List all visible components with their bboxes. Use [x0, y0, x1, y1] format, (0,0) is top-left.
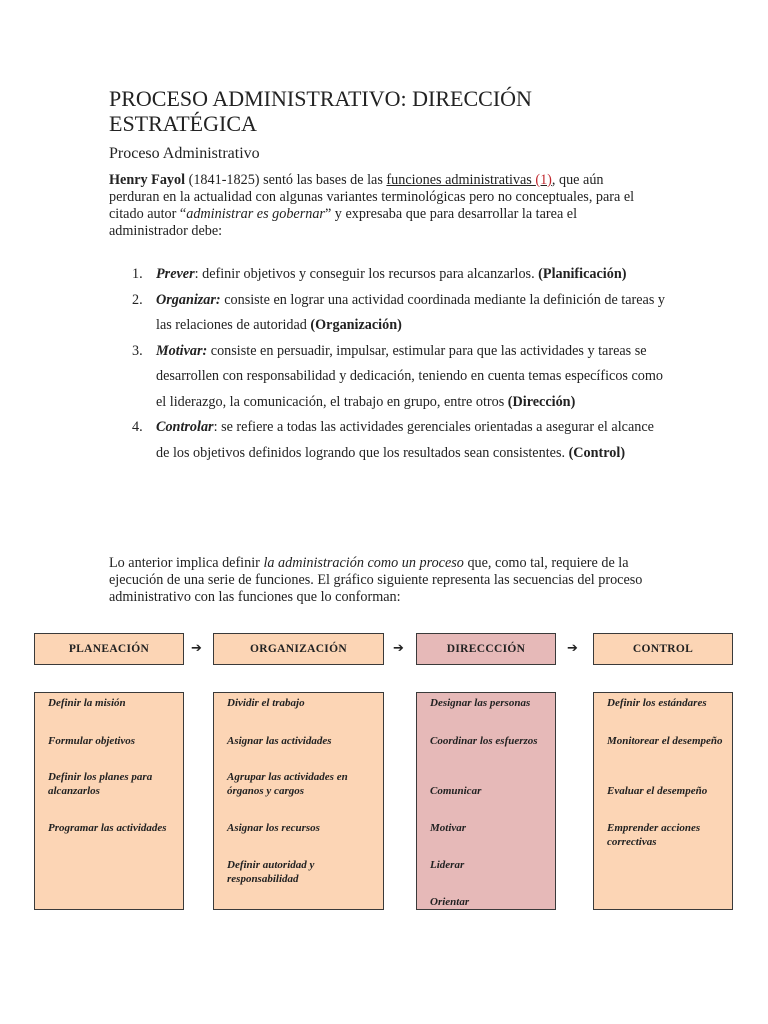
stage-item: Comunicar	[430, 785, 482, 797]
list-item-label: (Planificación)	[538, 266, 627, 282]
stage-column-organizacion	[213, 692, 384, 910]
list-item-separator: :	[213, 419, 222, 435]
process-emphasis: la administración como un proceso	[263, 555, 464, 571]
stage-item: Coordinar los esfuerzos	[430, 735, 538, 747]
list-item	[109, 288, 669, 339]
stage-header-planeacion: PLANEACIÓN	[34, 633, 184, 665]
stage-item: Designar las personas	[430, 697, 531, 709]
functions-link-text[interactable]: funciones administrativas	[386, 172, 536, 188]
stage-item: Liderar	[430, 859, 465, 871]
functions-list	[109, 262, 669, 466]
list-item-separator: :	[194, 266, 203, 282]
list-item-term: Prever	[156, 266, 195, 282]
list-item-label: (Control)	[568, 444, 626, 461]
stage-header-organizacion: ORGANIZACIÓN	[213, 633, 384, 665]
stage-item: Orientar	[430, 896, 470, 908]
list-item-number: 2.	[132, 291, 143, 308]
list-item-term: Organizar:	[156, 291, 221, 308]
stage-item: Definir la misión	[48, 697, 126, 709]
list-item-description: consiste en lograr una actividad coordinada mediante la definición de tareas y las relaciones de autoridad	[156, 291, 666, 333]
arrow-right-icon: ➔	[393, 641, 404, 656]
stage-column-direccion	[416, 692, 556, 910]
process-text: Lo anterior implica definir	[109, 555, 264, 571]
intro-text: , que aún perduran en la actualidad con algunas variantes terminológicas pero no conceptuales, para el citado autor “	[109, 172, 635, 222]
list-item-term: Controlar	[156, 419, 214, 435]
stage-item: Definir los planes para alcanzarlos	[48, 771, 153, 797]
stage-item: Programar las actividades	[48, 822, 167, 834]
stage-item: Motivar	[430, 822, 467, 834]
stage-item: Formular objetivos	[48, 735, 136, 747]
list-item-label: (Organización)	[310, 317, 402, 333]
stage-header-control: CONTROL	[593, 633, 733, 665]
list-item	[109, 262, 669, 288]
stage-item: Definir los estándares	[607, 697, 707, 709]
list-item-number: 4.	[132, 419, 143, 435]
intro-paragraph	[109, 172, 654, 240]
arrow-right-icon: ➔	[567, 641, 578, 656]
author-name: Henry Fayol	[109, 172, 186, 188]
stage-item: Monitorear el desempeño	[607, 735, 723, 747]
list-item-number: 3.	[132, 342, 143, 359]
list-item-label: (Dirección)	[507, 393, 576, 410]
stage-column-planeacion	[34, 692, 184, 910]
list-item	[109, 415, 669, 466]
page-title: PROCESO ADMINISTRATIVO: DIRECCIÓN ESTRATÉGICA	[109, 86, 532, 136]
process-paragraph	[109, 555, 657, 606]
process-text-end: que, como tal, requiere de la ejecución de una serie de funciones. El gráfico siguiente representa las secuencias del proceso administrativo con las funciones que lo conforman:	[109, 555, 643, 605]
list-item-number: 1.	[132, 266, 143, 282]
stage-item: Emprender acciones correctivas	[607, 822, 701, 848]
arrow-right-icon: ➔	[191, 641, 202, 656]
list-item-description: definir objetivos y conseguir los recursos para alcanzarlos.	[202, 266, 539, 282]
section-subtitle: Proceso Administrativo	[109, 145, 260, 162]
stage-item: Evaluar el desempeño	[607, 785, 708, 797]
intro-years-text: (1841-1825) sentó las bases de las	[185, 172, 387, 188]
stage-item: Definir autoridad y responsabilidad	[227, 859, 315, 885]
functions-link[interactable]	[386, 172, 551, 188]
stage-column-control	[593, 692, 733, 910]
reference-link[interactable]: (1)	[535, 172, 552, 188]
list-item-description: se refiere a todas las actividades gerenciales orientadas a asegurar el alcance de los objetivos definidos logrando que los resultados sean consistentes.	[156, 419, 654, 461]
stage-item: Agrupar las actividades en órganos y cargos	[227, 771, 348, 797]
stage-item: Asignar los recursos	[227, 822, 320, 834]
stage-header-direccion: DIRECCCIÓN	[416, 633, 556, 665]
list-item	[109, 339, 669, 416]
intro-text-end: ” y expresaba que para desarrollar la tarea el administrador debe:	[109, 206, 578, 239]
intro-quote: administrar es gobernar	[186, 206, 325, 222]
stage-item: Dividir el trabajo	[227, 697, 305, 709]
list-item-term: Motivar:	[156, 342, 208, 359]
list-item-description: consiste en persuadir, impulsar, estimular para que las actividades y tareas se desarrollen con responsabilidad y dedicación, teniendo en cuenta temas específicos como el liderazgo, la comunicación, el trabajo en grupo, entre otros	[156, 342, 664, 410]
stage-item: Asignar las actividades	[227, 735, 332, 747]
